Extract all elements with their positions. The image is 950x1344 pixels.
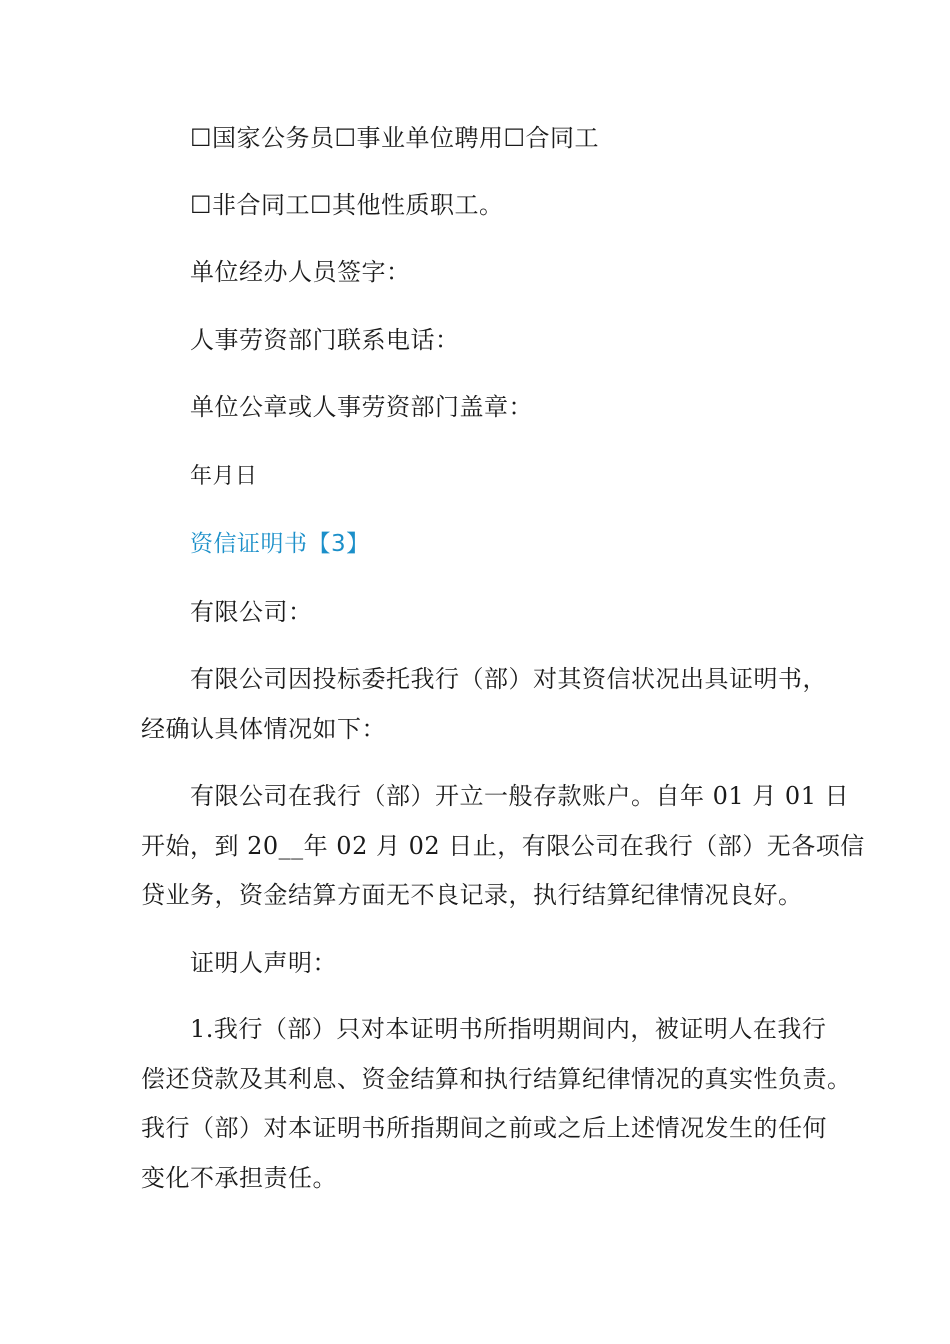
section-heading: 资信证明书【3】 [190,531,370,557]
paragraph-2-line-2: 开始，到 20__年 02 月 02 日止，有限公司在我行（部）无各项信 [141,832,865,860]
hr-phone-label: 人事劳资部门联系电话： [190,326,460,354]
item-1-line-1: 1.我行（部）只对本证明书所指明期间内，被证明人在我行 [190,1015,827,1043]
employment-types-line-1: ☐国家公务员☐事业单位聘用☐合同工 [190,124,600,152]
paragraph-2-line-3: 贷业务，资金结算方面无不良记录，执行结算纪律情况良好。 [141,881,803,909]
paragraph-2-line-1: 有限公司在我行（部）开立一般存款账户。自年 01 月 01 日 [190,782,850,810]
paragraph-1-line-1: 有限公司因投标委托我行（部）对其资信状况出具证明书， [190,665,827,693]
declaration-label: 证明人声明： [190,949,337,977]
paragraph-1-line-2: 经确认具体情况如下： [141,715,386,743]
seal-label: 单位公章或人事劳资部门盖章： [190,393,533,421]
date-label: 年月日 [190,464,258,489]
item-1-line-4: 变化不承担责任。 [141,1164,337,1192]
item-1-line-2: 偿还贷款及其利息、资金结算和执行结算纪律情况的真实性负责。 [141,1065,852,1093]
employment-types-line-2: ☐非合同工☐其他性质职工。 [190,191,504,219]
signature-label: 单位经办人员签字： [190,258,411,286]
addressee: 有限公司： [190,598,313,626]
item-1-line-3: 我行（部）对本证明书所指期间之前或之后上述情况发生的任何 [141,1114,827,1142]
